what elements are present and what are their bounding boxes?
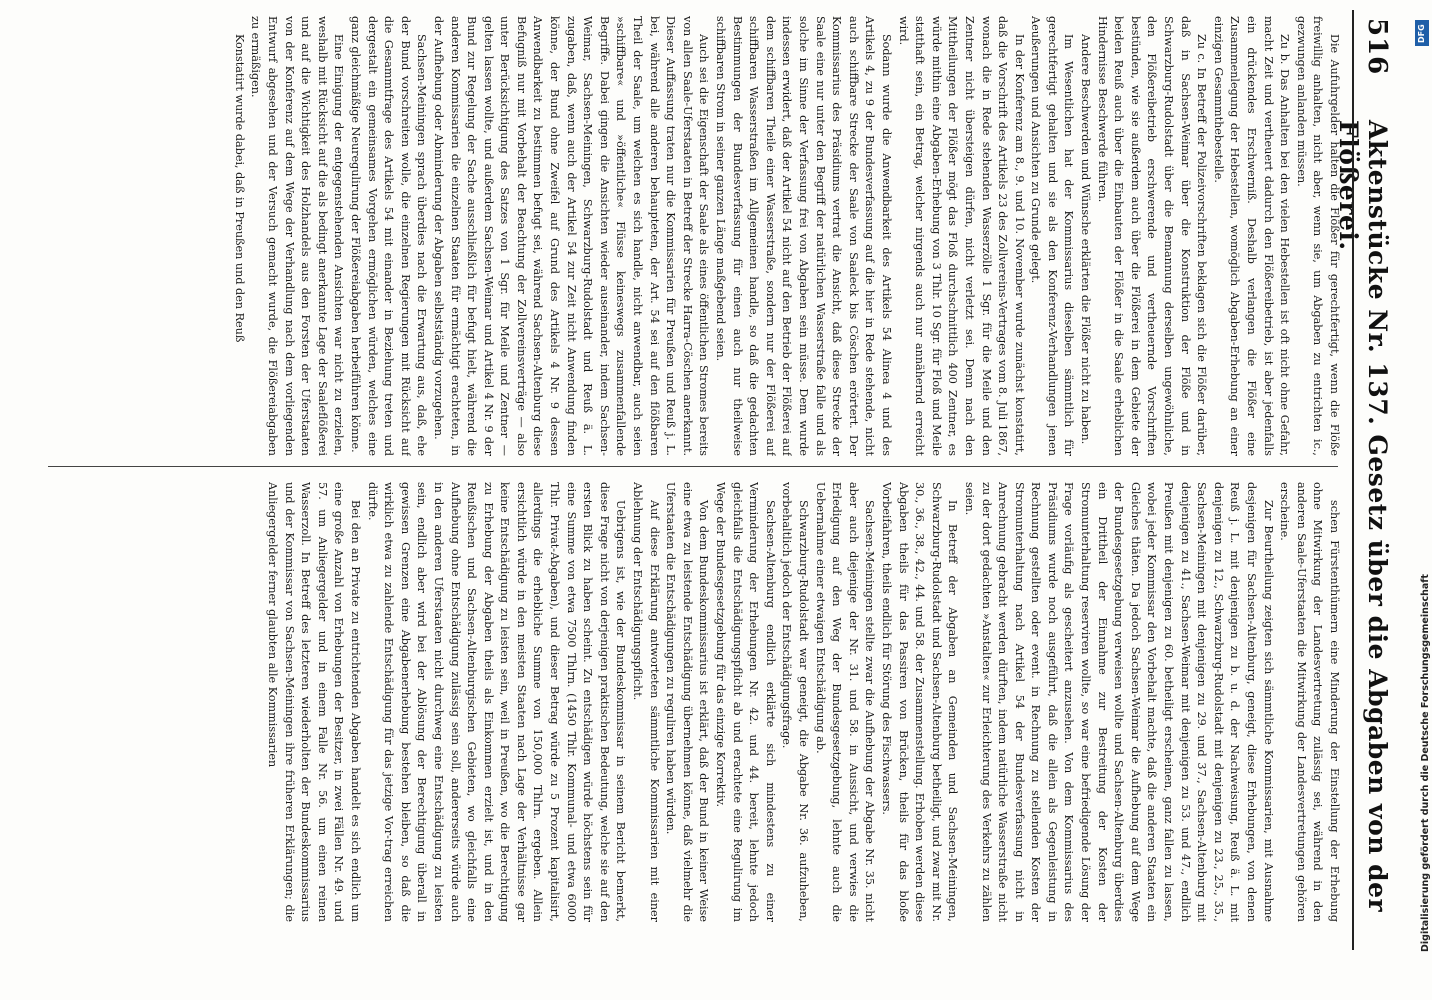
paragraph: Eine Einigung der entgegenstehenden Ansichten war nicht zu erzielen, weshalb mit Rücksicht auf die als bedingt anerkannte Lage der Saaleflößerei und auf die Wichtigkeit des Holzhandels aus den Forsten der Uferstaaten von der Konferenz auf dem Wege der Verhandlung nach dem vorliegenden Entwurf abgesehen und der Versuch gemacht wurde, die Flößereiabgaben zu ermäßigen. [249,16,346,456]
digitization-note [1418,22,1430,982]
paragraph: Zu c. In Betreff der Polizeivorschriften beklagen sich die Flößer darüber, daß in Sachsen-Weimar über die Konstruktion der Flöße und in Schwarzburg-Rudolstadt über die Bemannung derselben ungewöhnliche, den Flößereibetrieb erschwerende und vertheuernde Vorschriften bestünden, wie sie außerdem auch über die Flößerei in dem Gebiete der beiden Reuß auch über die Einbauten der Flößer in die Saale erheblichen Hindernisse Beschwerde führen. [1095,16,1209,456]
page-header [1334,0,1400,960]
paragraph: In der Konferenz am 8., 9. und 10. November wurde zunächst konstatirt, daß die Vorschrift des Artikels 23 des Zollvereins-Vertrages vom 8. Juli 1867, wonach die in Rede stehenden Wasserzölle 1 Sgr. für die Meile und den Zentner nicht übersteigen dürfen, nicht verletzt sei. Denn nach den Mittheilungen der Flößer mögt das Floß durchschnittlich 400 Zentner, es würde mithin eine Abgaben-Erhebung von 3 Thlr. 10 Sgr. für Floß und Meile statthaft sein, ein Betrag, welcher nirgends auch nur annähernd erreicht wird. [896,16,1026,456]
paragraph: Von dem Bundeskommissarius ist erklärt, daß der Bund in keiner Weise eine etwa zu leistende Entschädigung übernehmen könne, daß vielmehr die Uferstaaten die Entschädigungen zu reguliren haben würden. [664,482,711,922]
paragraph: Schwarzburg-Rudolstadt war geneigt, die Abgabe Nr. 36. aufzuheben, vorbehaltlich jedoch der Entschädigungsfrage. [780,482,810,922]
paragraph: Sachsen-Meiningen sprach überdies nach die Erwartung aus, daß, ehe der Bund vorschreiten wolle, die einzelnen Regierungen mit Rücksicht auf die Gesammtfrage des Artikels 54 mit einander in Beziehung treten und dergestalt ein gemeinsames Vorgehen ermöglichen würden, welches eine ganz gleichmäßige Neuregulirung der Flößereiabgaben herbeiführen könne. [348,16,429,456]
paragraph: In Betreff der Abgaben an Gemeinden und Sachsen-Meiningen, Schwarzburg-Rudolstadt und Sachsen-Altenburg betheiligt, und zwar mit Nr. 30., 36., 38., 42., 44. und 58. der Zusammenstellung. Erhoben werden diese Abgaben theils für das Passiren von Brücken, theils für das bloße Vorbeifahren, theils endlich für Störung des Fischwassers. [879,482,960,922]
paragraph: Im Wesentlichen hat der Kommissarius dieselben sämmtlich für gerechtfertigt gehalten und sie als den Konferenz-Verhandlungen jenen Aeußerungen und Ansichten zu Grunde gelegt. [1029,16,1076,456]
paragraph: Zu b. Das Anhalten bei den vielen Hebestellen ist oft nicht ohne Gefahr, macht Zeit und vertheuert dadurch den Flößereibetrieb, ist aber jedenfalls ein drückendes Erschwerniß. Deshalb verlangen die Flößer eine Zusammenlegung der Hebestellen, womöglich Abgaben-Erhebung an einer einzigen Gesammthebestelle. [1211,16,1292,456]
page-title: Aktenstücke Nr. 137. Gesetz über die Abgaben von der Flößerei. [1334,120,1392,913]
paragraph: Auch sei die Eigenschaft der Saale als eines öffentlichen Stromes bereits von allen Saale-Uferstaaten in Betreff der Strecke Harra-Cöschen anerkannt. Dieser Auffassung traten nur die Kommissarien für Preußen und Reuß j. L. bei, während alle anderen behaupteten, der Art. 54 sei auf den flößbaren Theil der Saale, um welchen es sich handle, nicht anwendbar, auch seien »schiffbare« und »öffentliche« Flüsse keineswegs zusammenfallende Begriffe. Dabei gingen die Ansichten wieder auseinander, indem Sachsen-Weimar, Sachsen-Meiningen, Schwarzburg-Rudolstadt und Reuß ä. L. zugaben, daß, wenn auch der Artikel 54 zur Zeit nicht Anwendung finden könne, der Bund ohne Zweifel auf Grund des Artikels 4 Nr. 9 dessen Anwendbarkeit zu bestimmen befugt sei, während Sachsen-Altenburg diese Befugniß nur mit Vorbehalt der Beachtung der Zollvereinsverträge — also unter Berücksichtigung des Satzes von 1 Sgr. für Meile und Zentner — gelten lassen wollte, und außerdem Sachsen-Weimar und Artikel 4 Nr. 9 der Bund zur Regelung der Sache ausschließlich für befugt hielt, während die anderen Kommissarien die einzelnen Staaten für ermächtigt erachteten, in der Aufhebung oder Abminderung der Abgaben selbstständig vorzugehen. [431,16,711,456]
paragraph: Sachsen-Meiningen stellte zwar die Aufhebung der Abgabe Nr. 35. nicht aber auch diejenige der Nr. 31. und 58. in Aussicht, und verwies die Erledigung auf den Weg der Bundesgesetzgebung, lehnte auch die Uebernahme einer etwaigen Entschädigung ab. [813,482,877,922]
dfg-logo: DFG [1415,20,1429,46]
paragraph: Sodann wurde die Anwendbarkeit des Artikels 54 Alinea 4 und des Artikels 4, zu 9 der Bundesverfassung auf die hier in Rede stehende, nicht auch schiffbare Strecke der Saale von Saaleck bis Cöschen erörtert. Der Kommissarius des Präsidiums vertrat die Ansicht, daß diese Strecke der Saale eine nur unter den Begriff der natürlichen Wasserstraße falle und als solche im Sinne der Verfassung frei von Abgaben sein müsse. Dem wurde indessen erwidert, daß der Artikel 54 nicht auf den Betrieb der Flößerei auf dem schiffbaren Theile einer Wasserstraße, sondern nur der Flößerei auf schiffbaren Wasserstraßen im Allgemeinen handle, so daß die gedachten Bestimmungen der Bundesverfassung für einen auch nur theilweise schiffbaren Strom in seiner ganzen Länge maßgebend seien. [714,16,893,456]
column-divider [48,466,1338,467]
paragraph: Auf diese Erklärung antworteten sämmtliche Kommissarien mit einer Ablehnung der Entschädigungspflicht. [631,482,661,922]
paragraph: Bei den an Private zu entrichtenden Abgaben handelt es sich endlich um eine große Anzahl von Erhebungen der Besitzer, in zwei Fällen Nr. 49. und 57. um Anliegergelder und in einem Falle Nr. 56. um einen reinen Wasserzoll. In Betreff des letzteren wiederholten der Bundeskommissarius und der Kommissar von Sachsen-Meiningen ihre früheren Erklärungen; die Anliegergelder ferner glaubten alle Kommissarien [266,482,362,922]
header-rule [1352,10,1354,950]
paragraph: Die Aufuhrgelder halten die Flößer für gerechtfertigt, wenn die Flöße freiwillig anhalten, nicht aber, wenn sie, um Abgaben zu entrichten ic., gezwungen anlanden müssen. [1294,16,1341,456]
paragraph: Sachsen-Altenburg endlich erklärte sich mindestens zu einer Verminderung der Erhebungen Nr. 42. und 44. bereit, lehnte jedoch gleichfalls die Entschädigungspflicht ab und erachtete eine Regulirung im Wege der Bundesgesetzgebung für das einzige Korrektiv. [714,482,777,922]
paragraph: Andere Beschwerden und Wünsche erklärten die Flößer nicht zu haben. [1079,34,1093,445]
digitization-note-text: Digitalisierung gefördert durch die Deutsche Forschungsgemeinschaft [1420,574,1431,952]
paragraph: Zur Beurtheilung zeigten sich sämmtliche Kommissarien, mit Ausnahme desjenigen für Sachsen-Altenburg, geneigt, diese Erhebungen, von denen Reuß j. L. mit denjenigen zu b. u. d. der Nachweisung, Reuß ä. L. mit denjenigen zu 12., Schwarzburg-Rudolstadt mit denjenigen zu 23., 25., 35., Sachsen-Meiningen mit denjenigen zu 29. und 37., Sachsen-Altenburg mit denjenigen zu 41., Sachsen-Weimar mit denjenigen zu 53. und 47., endlich Preußen mit denjenigen zu 60. betheiligt erscheinen, ganz fallen zu lassen, wobei jeder Kommissar den Vorbehalt machte, daß die anderen Staaten ein Gleiches thäten. Da jedoch Sachsen-Weimar die Aufhebung auf dem Wege der Bundesgesetzgebung verweisen wollte und Sachsen-Altenburg überdies ein Drittheil der Einnahme zur Bestreitung der Kosten der Stromunterhaltung reserviren wollte, so war eine befriedigende Lösung der Frage vorläufig als gescheitert anzusehen. Von dem Kommissarius des Präsidiums wurde noch ausgeführt, daß die allein als Gegenleistung in Rechnung gestellten oder event. in Rechnung zu stellenden Kosten der Stromunterhaltung nach Artikel 54 der Bundesverfassung nicht in Anrechnung gebracht werden dürften, indem natürliche Wasserstraße nicht zu der dort gedachten »Anstalten« zur Erleichterung des Verkehrs zu zählen seien. [962,482,1275,922]
text-column-right [42,482,1342,922]
text-column-left [42,16,1342,456]
paragraph: Konstatirt wurde dabei, daß in Preußen und den Reuß [232,34,246,343]
paragraph: Uebrigens ist, wie der Bundeskommissar in seinem Bericht bemerkt, diese Frage nicht von derjenigen praktischen Bedeutung, welche sie auf den ersten Blick zu haben scheint. Zu entschädigen würde höchstens sein für eine Summe von etwa 7500 Thlrn. (1450 Thlr. Kommunal- und etwa 6000 Thlr. Privat-Abgaben), und dieser Betrag würde zu 5 Prozent kapitalisirt, allerdings die erhebliche Summe von 150,000 Thlrn. ergeben. Allein ersichtlich würde in den meisten Staaten nach Lage der Verhältnisse gar keine Entschädigung zu leisten sein, weil in Preußen, wo die Berechtigung zu Erhebung der Abgaben theils als Einkommen erzielt ist, und in den Reußischen und Sachsen-Altenburgischen Gebieten, wo gleichfalls eine Aufhebung ohne Entschädigung zulässig sein soll, andererseits würde auch in den anderen Uferstaaten nicht durchweg eine Entschädigung zu leisten sein, endlich aber wird bei der Ablösung der Berechtigung überall in gewissen Grenzen eine Abgabenerhebung bestehen bleiben, so daß die wirklich etwa zu zahlende Entschädigung für das jetzige Vor-trag erreichen dürfte. [365,482,628,922]
paragraph: schen Fürstenthümern eine Minderung der Einstellung der Erhebung ohne Mitwirkung der Landesvertretung zulässig sei, während in den anderen Saale-Uferstaaten die Mitwirkung der Landesvertretungen gehören erscheine. [1278,482,1341,922]
page-number: 516 [1362,18,1392,76]
